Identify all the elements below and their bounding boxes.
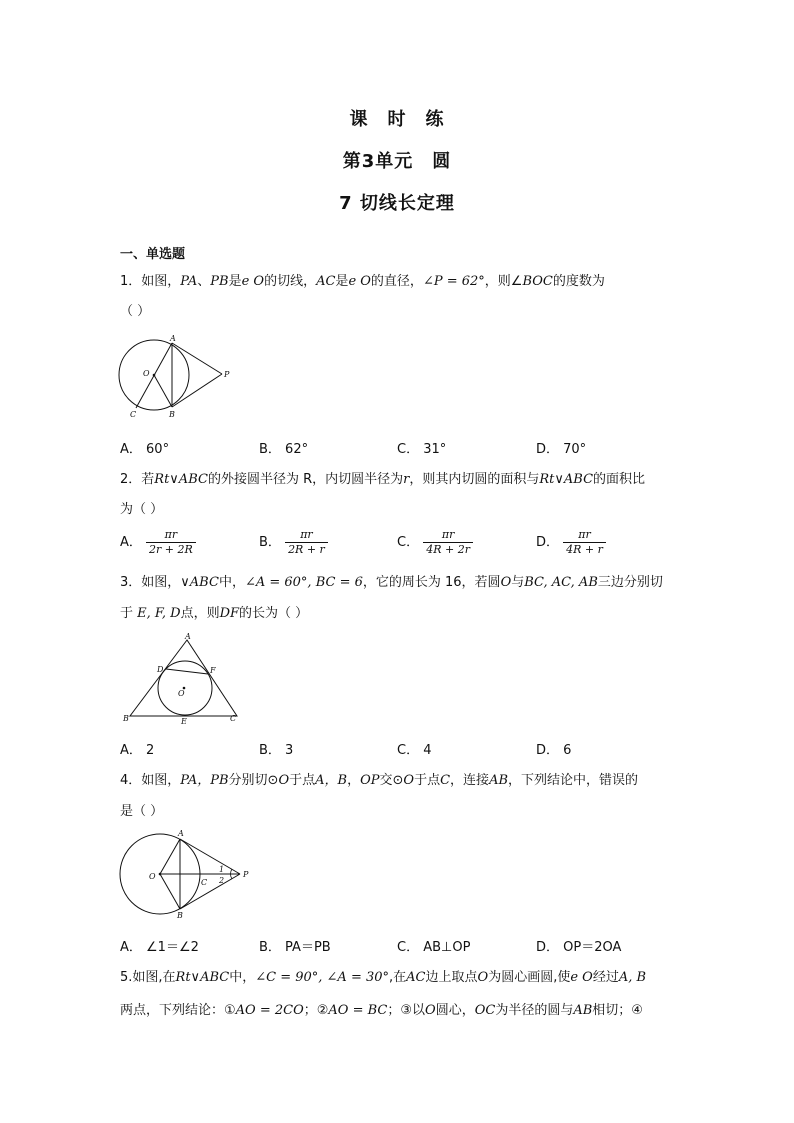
q2-option-d[interactable]: D． $\frac{\pi r}{4R + r}$ xyxy=(536,528,606,557)
question-4-figure xyxy=(114,826,256,926)
svg-text:O: O xyxy=(149,872,156,881)
svg-text:C: C xyxy=(230,714,237,723)
question-1-paren: （ ） xyxy=(120,304,151,319)
q3-option-b[interactable]: B． 3 xyxy=(259,743,294,758)
q3-option-c[interactable]: C． 4 xyxy=(397,743,432,758)
question-1-text: 1．如图，PA、PB是e O的切线，AC是e O的直径，∠P = 62°，则∠BOC的度数为 xyxy=(120,274,605,289)
question-4-text: 4．如图，PA，PB分别切⊙O于点A，B，OP交⊙O于点C，连接AB，下列结论中，错误的 xyxy=(120,773,639,788)
svg-text:1: 1 xyxy=(219,865,225,874)
svg-text:2: 2 xyxy=(219,876,225,885)
svg-text:C: C xyxy=(201,878,208,887)
q2-option-a[interactable]: A． $\frac{\pi r}{2r + 2R}$ xyxy=(120,528,196,557)
q2-option-b[interactable]: B． $\frac{\pi r}{2R + r}$ xyxy=(259,528,328,557)
svg-text:C: C xyxy=(130,410,137,419)
question-5-line2: 两点，下列结论：①AO = 2CO；②AO = BC；③以O圆心，OC为半径的圆与AB相切；④ xyxy=(120,1003,643,1018)
q4-option-c[interactable]: C． AB⊥OP xyxy=(397,940,471,955)
q3-option-d[interactable]: D． 6 xyxy=(536,743,572,758)
question-5-text: 5.如图,在Rt∨ABC中，∠C = 90°, ∠A = 30°,在AC边上取点O为圆心画圆,使e O经过A, B xyxy=(120,970,647,985)
q2-option-c[interactable]: C． $\frac{\pi r}{4R + 2r}$ xyxy=(397,528,473,557)
q1-option-c[interactable]: C． 31° xyxy=(397,442,447,457)
question-3-text: 3．如图，∨ABC中，∠A = 60°, BC = 6，它的周长为 16，若圆O与BC, AC, AB三边分别切 xyxy=(120,575,663,590)
svg-text:B: B xyxy=(177,911,183,920)
q4-option-a[interactable]: A． ∠1＝∠2 xyxy=(120,940,199,955)
question-2-line2: 为（ ） xyxy=(120,502,164,517)
svg-text:B: B xyxy=(169,410,175,419)
svg-text:D: D xyxy=(157,665,164,674)
svg-text:A: A xyxy=(178,829,184,838)
question-1-figure xyxy=(114,330,244,420)
svg-text:P: P xyxy=(224,370,230,379)
svg-text:O: O xyxy=(178,689,185,698)
q1-option-d[interactable]: D． 70° xyxy=(536,442,587,457)
section-heading: 一、单选题 xyxy=(120,247,186,262)
question-4-line2: 是（ ） xyxy=(120,804,164,819)
q1-option-a[interactable]: A． 60° xyxy=(120,442,170,457)
doc-title: 课 时 练 xyxy=(349,109,445,130)
svg-text:B: B xyxy=(123,714,129,723)
question-3-line2: 于 E, F, D点，则DF的长为（ ） xyxy=(120,606,309,621)
question-2-text: 2．若Rt∨ABC的外接圆半径为 R，内切圆半径为r，则其内切圆的面积与Rt∨ABC的面积比 xyxy=(120,472,646,487)
lesson-title: 7 切线长定理 xyxy=(339,193,455,214)
q1-option-b[interactable]: B． 62° xyxy=(259,442,309,457)
q3-option-a[interactable]: A． 2 xyxy=(120,743,155,758)
q4-option-b[interactable]: B． PA＝PB xyxy=(259,940,331,955)
unit-title: 第3单元 圆 xyxy=(342,151,452,172)
q4-option-d[interactable]: D． OP＝2OA xyxy=(536,940,622,955)
svg-text:A: A xyxy=(170,334,176,343)
svg-text:F: F xyxy=(210,666,216,675)
svg-text:E: E xyxy=(181,717,187,726)
svg-text:A: A xyxy=(185,632,191,641)
svg-text:O: O xyxy=(143,369,150,378)
svg-text:P: P xyxy=(243,870,249,879)
question-3-figure xyxy=(118,628,248,728)
